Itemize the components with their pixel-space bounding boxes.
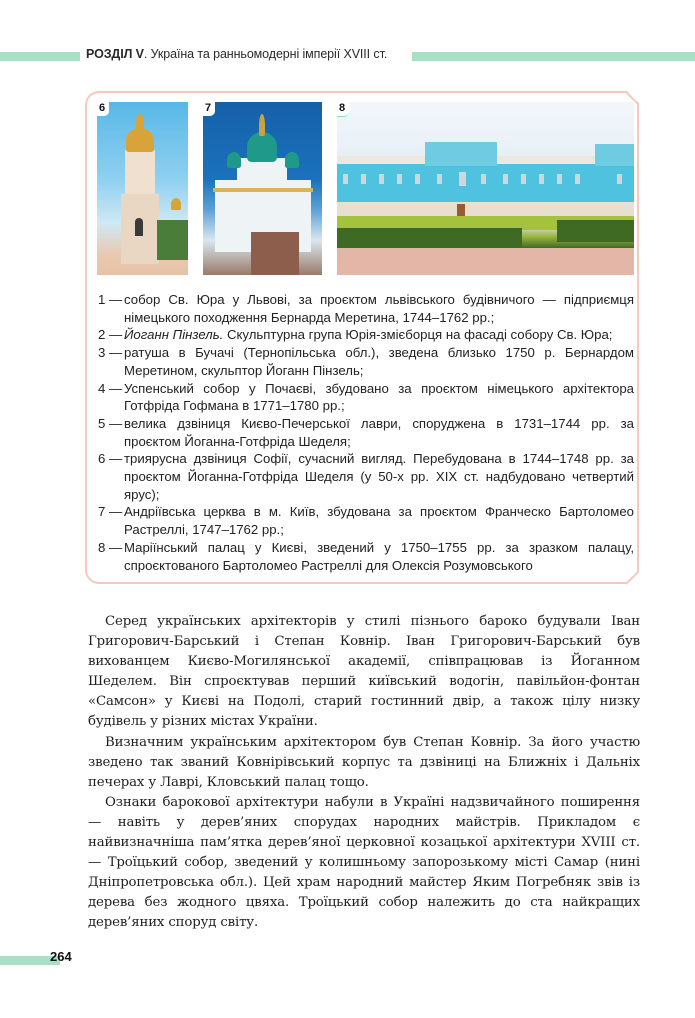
caption-item	[98, 450, 634, 503]
paragraph: Ознаки барокової архітектури набули в Україні надзвичайного поширення — навіть у дерев’яних спорудах народних майстрів. Прикладом є найвизначніша пам’ятка дерев’яної церковної козацької архітектури XVIII ст. — Троїцький собор, зведений у колишньому запорозькому місті Самар (нині Дніпропетровська обл.). Цей храм народний майстер Яким Погребняк звів із дерева без жодного цвяха. Троїцький собор належить до ста найкращих дерев’яних споруд світу.	[88, 794, 640, 931]
stairs	[251, 232, 299, 275]
running-header	[86, 47, 387, 61]
section-label: РОЗДІЛ V	[86, 47, 144, 61]
pavement	[337, 248, 634, 275]
window	[557, 174, 562, 184]
caption-item	[98, 539, 634, 574]
caption-number: 6 —	[98, 451, 123, 467]
caption-number: 4 —	[98, 380, 123, 396]
caption-text: велика дзвіниця Києво-Печерської лаври, споруджена в 1731–1744 рр. за проєктом Йоганна-Готфріда Шеделя;	[124, 415, 634, 449]
header-accent-bar-right	[412, 52, 695, 61]
figure-captions	[98, 291, 634, 574]
paragraph: Визначним українським архітектором був Степан Ковнір. За його участю зведено так званий Ковнірівський корпус та дзвіниці на Ближніх і Дальніх печерах у Лаврі, Кловський палац тощо.	[88, 734, 640, 790]
window	[379, 174, 384, 184]
green-dome	[247, 132, 277, 162]
page-number: 264	[50, 949, 72, 964]
window	[617, 174, 622, 184]
window	[459, 172, 466, 186]
caption-item	[98, 415, 634, 450]
palace-ground-floor	[337, 202, 634, 216]
caption-number: 1 —	[98, 292, 123, 307]
caption-text: Маріїнський палац у Києві, зведений у 1750–1755 рр. за зразком палацу, спроєктованого Бартоломео Растреллі для Олексія Розумовського	[124, 539, 634, 573]
window	[415, 174, 420, 184]
caption-text: собор Св. Юра у Львові, за проєктом львівського будівничого — підприємця німецького походження Бернарда Меретина, 1744–1762 рр.;	[124, 292, 634, 325]
caption-item	[98, 380, 634, 415]
window	[397, 174, 402, 184]
caption-item	[98, 326, 634, 344]
green-dome-small	[285, 152, 299, 168]
photo-st-andrews-church	[203, 102, 322, 275]
header-accent-bar-left	[0, 52, 80, 61]
photo-sophia-bell-tower	[97, 102, 188, 275]
caption-text: Андріївська церква в м. Київ, збудована за проєктом Франческо Бартоломео Растреллі, 1747–1762 рр.;	[124, 504, 634, 538]
photo-mariinsky-palace	[337, 102, 634, 275]
caption-number: 7 —	[98, 504, 123, 520]
caption-author: Йоганн Пінзель.	[124, 327, 224, 343]
window	[503, 174, 508, 184]
caption-text	[124, 326, 634, 344]
trees	[157, 220, 188, 260]
paragraph: Серед українських архітекторів у стилі пізнього бароко будували Іван Григорович-Барський і Степан Ковнір. Іван Григорович-Барський був вихованцем Києво-Могилянської академії, співпрацював із Йоганном Шеделем. Він спроєктував перший київський водогін, павільйон-фонтан «Самсон» у Києві на Подолі, старий гостинний двір, а також цілу низку будівель у різних містах України.	[88, 614, 640, 730]
caption-item	[98, 344, 634, 379]
caption-text: ратуша в Бучачі (Тернопільська обл.), зведена близько 1750 р. Бернардом Меретином, скульптор Йоганн Пінзель;	[124, 345, 634, 378]
window	[437, 174, 442, 184]
body-text	[88, 612, 640, 934]
hedge	[557, 220, 634, 242]
section-title: . Україна та ранньомодерні імперії XVIII ст.	[143, 47, 388, 61]
photo-label: 7	[203, 102, 215, 116]
caption-number: 2 —	[98, 327, 123, 343]
photo-label: 8	[337, 102, 349, 117]
caption-text: Успенський собор у Почаєві, збудовано за проєктом німецького архітектора Готфріда Гофмана в 1771–1780 рр.;	[124, 380, 634, 414]
gold-spire	[259, 114, 265, 136]
window	[343, 174, 348, 184]
window	[575, 174, 580, 184]
caption-item	[98, 291, 634, 326]
gold-cornice	[213, 188, 313, 192]
window	[361, 174, 366, 184]
window	[539, 174, 544, 184]
green-dome-small	[227, 152, 241, 168]
caption-number: 5 —	[98, 415, 123, 431]
small-gold-dome	[171, 198, 181, 210]
gold-dome	[126, 128, 154, 152]
hedge	[337, 228, 522, 248]
photo-label: 6	[97, 102, 109, 116]
caption-text-rest: Скульптурна група Юрія-змієборця на фасаді собору Св. Юра;	[223, 327, 613, 343]
church-drum	[237, 158, 287, 188]
caption-number: 8 —	[98, 539, 123, 555]
gold-spire	[136, 114, 144, 130]
caption-item	[98, 503, 634, 538]
palace-wing	[595, 144, 634, 166]
tower-arch	[135, 218, 143, 236]
palace-center	[425, 142, 497, 166]
palace-door	[457, 204, 465, 216]
window	[481, 174, 486, 184]
caption-number: 3 —	[98, 345, 123, 361]
window	[521, 174, 526, 184]
caption-text: триярусна дзвіниця Софії, сучасний вигляд. Перебудована в 1744–1748 рр. за проєктом Йоганна-Готфріда Шеделя (у 50-х рр. XIX ст. надбудовано четвертий ярус);	[124, 451, 634, 502]
